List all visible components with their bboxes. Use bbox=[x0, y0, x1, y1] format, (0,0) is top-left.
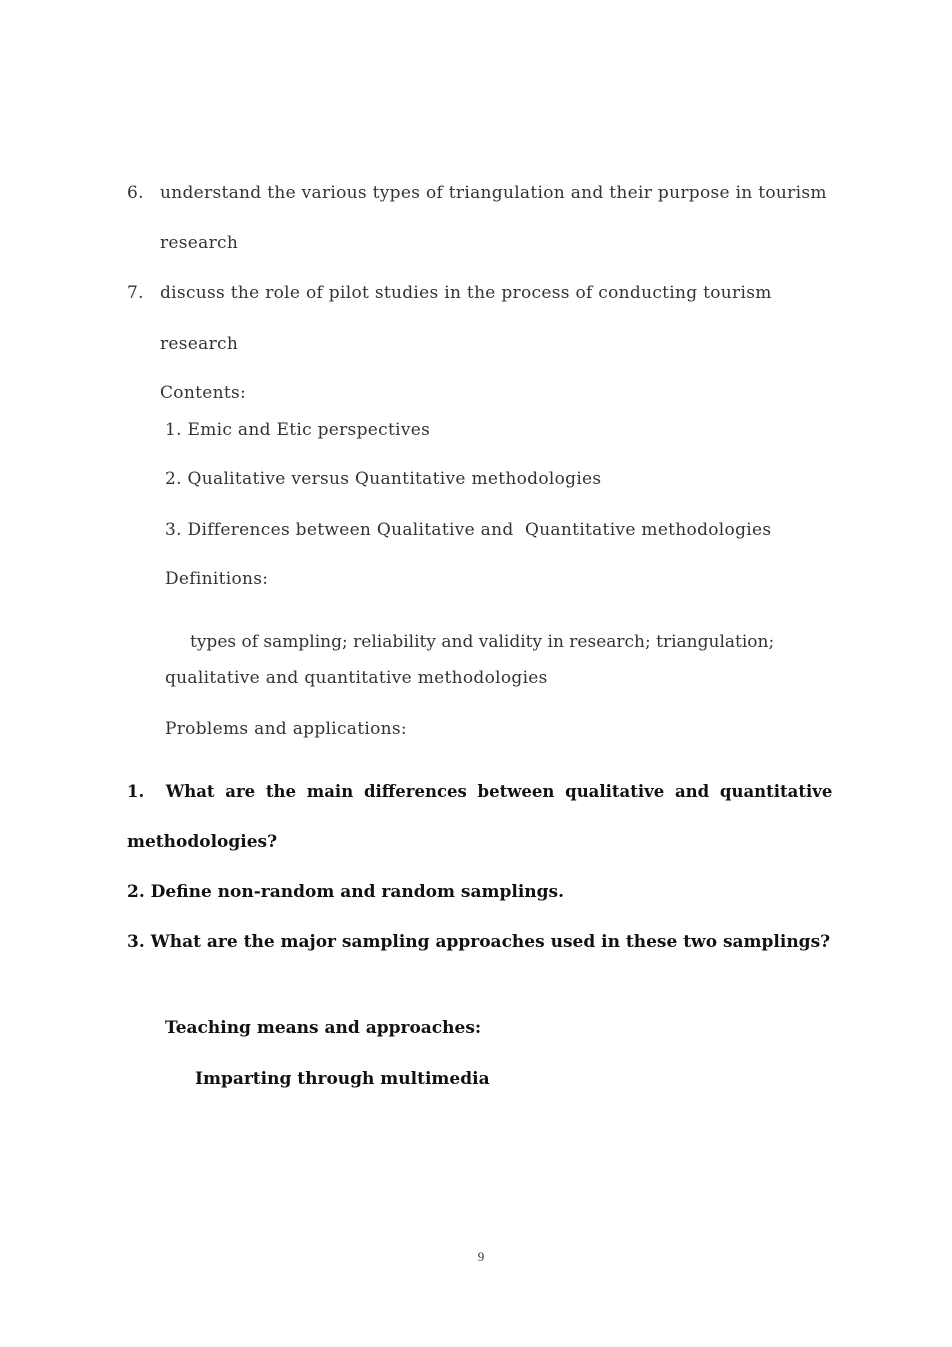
page-number: 9 bbox=[477, 1249, 485, 1264]
question-2: 2. Define non-random and random samplings. bbox=[127, 882, 565, 902]
problems-heading: Problems and applications: bbox=[165, 719, 407, 739]
objective-6-number: 6. bbox=[127, 183, 144, 203]
question-3: 3. What are the major sampling approaches used in these two samplings? bbox=[127, 932, 831, 952]
objective-7-line2: research bbox=[160, 334, 239, 354]
definitions-heading: Definitions: bbox=[165, 569, 269, 589]
question-1-line1: 1. What are the main differences between qualitative and quantitative bbox=[127, 782, 833, 801]
objective-6-line1: understand the various types of triangulation and their purpose in tourism bbox=[160, 183, 827, 203]
contents-heading: Contents: bbox=[160, 383, 247, 403]
contents-item-1: 1. Emic and Etic perspectives bbox=[165, 420, 431, 440]
contents-item-2: 2. Qualitative versus Quantitative methodologies bbox=[165, 469, 602, 489]
teaching-heading: Teaching means and approaches: bbox=[165, 1018, 482, 1038]
definitions-line1: types of sampling; reliability and validity in research; triangulation; bbox=[190, 632, 775, 652]
teaching-body: Imparting through multimedia bbox=[195, 1069, 490, 1089]
objective-7-number: 7. bbox=[127, 283, 144, 303]
objective-6-line2: research bbox=[160, 233, 239, 253]
definitions-line2: qualitative and quantitative methodologies bbox=[165, 668, 548, 688]
objective-7-line1: discuss the role of pilot studies in the process of conducting tourism bbox=[160, 283, 772, 303]
question-1-line2: methodologies? bbox=[127, 832, 278, 852]
contents-item-3: 3. Differences between Qualitative and Quantitative methodologies bbox=[165, 520, 772, 540]
